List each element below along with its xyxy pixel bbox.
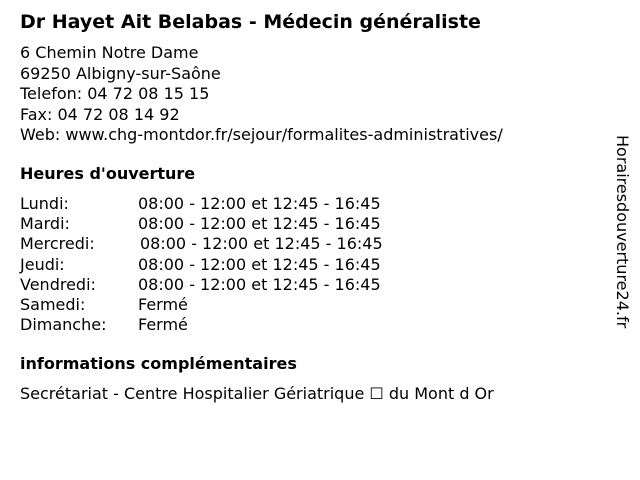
time-value: Fermé (138, 294, 188, 314)
time-value: 08:00 - 12:00 et 12:45 - 16:45 (138, 194, 381, 213)
day-label: Mercredi: (20, 234, 95, 254)
day-label: Samedi: (20, 294, 86, 314)
day-label: Lundi: (20, 194, 69, 213)
address-street: 6 Chemin Notre Dame (20, 43, 199, 62)
phone-number: Telefon: 04 72 08 15 15 (20, 84, 210, 103)
day-label: Dimanche: (20, 315, 107, 335)
time-value: 08:00 - 12:00 et 12:45 - 16:45 (138, 254, 381, 274)
address-city: 69250 Albigny-sur-Saône (20, 63, 221, 83)
listing-title: Dr Hayet Ait Belabas - Médecin généraliste (20, 11, 481, 33)
info-heading: informations complémentaires (20, 354, 297, 373)
time-value: 08:00 - 12:00 et 12:45 - 16:45 (138, 214, 381, 234)
time-value: 08:00 - 12:00 et 12:45 - 16:45 (138, 274, 381, 294)
info-text: Secrétariat - Centre Hospitalier Gériatrique ☐ du Mont d Or (20, 384, 494, 403)
time-value: 08:00 - 12:00 et 12:45 - 16:45 (140, 234, 383, 254)
day-label: Vendredi: (20, 274, 96, 294)
time-value: Fermé (138, 315, 188, 335)
address-block (20, 43, 503, 146)
day-label: Jeudi: (20, 254, 65, 274)
hours-heading: Heures d'ouverture (20, 164, 196, 183)
day-label: Mardi: (20, 214, 70, 234)
watermark-container (612, 135, 632, 370)
watermark-text: Horairesdouverture24.fr (613, 135, 632, 329)
fax-number: Fax: 04 72 08 14 92 (20, 104, 180, 124)
website-link[interactable]: Web: www.chg-montdor.fr/sejour/formalites-administratives/ (20, 125, 503, 144)
